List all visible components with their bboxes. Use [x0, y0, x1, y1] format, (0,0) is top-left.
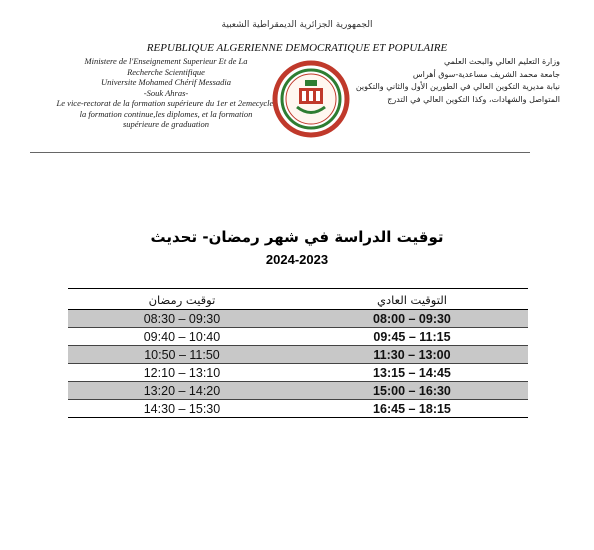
fr-line: la formation continue,les diplomes, et la formation — [79, 108, 253, 119]
ramadan-time-cell: 13:20 – 14:20 — [68, 382, 296, 400]
fr-line: Universite Mohamed Chérif Messadia — [100, 77, 232, 87]
table-row — [68, 364, 528, 382]
french-institution-block — [46, 56, 286, 130]
ramadan-time-cell: 09:40 – 10:40 — [68, 328, 296, 346]
arabic-institution-block — [350, 56, 560, 106]
table-row — [68, 346, 528, 364]
column-header-normal: التوقيت العادي — [377, 293, 447, 307]
table-row — [68, 328, 528, 346]
normal-time-cell: 09:45 – 11:15 — [296, 328, 528, 346]
document-title: توقيت الدراسة في شهر رمضان- تحديث — [150, 228, 444, 246]
university-logo — [272, 60, 350, 138]
republic-french: REPUBLIQUE ALGERIENNE DEMOCRATIQUE ET POPULAIRE — [146, 42, 448, 54]
column-header-ramadan: توقيت رمضان — [148, 293, 216, 307]
ar-line: جامعة محمد الشريف مساعدية-سوق أهراس — [412, 69, 560, 79]
header-divider — [30, 152, 530, 153]
table-row — [68, 310, 528, 328]
fr-line: Recherche Scientifique — [127, 66, 205, 77]
normal-time-cell: 08:00 – 09:30 — [296, 310, 528, 328]
fr-line: Ministere de l'Enseignement Superieur Et de La — [84, 56, 248, 66]
table-row — [68, 382, 528, 400]
normal-time-cell: 11:30 – 13:00 — [296, 346, 528, 364]
table-header-row — [68, 289, 528, 310]
republic-arabic: الجمهورية الجزائرية الديمقراطية الشعبية — [221, 20, 373, 30]
fr-line: Le vice-rectorat de la formation supérieure du 1er et 2emecycle, — [56, 98, 276, 108]
table-row — [68, 400, 528, 418]
academic-year: 2024-2023 — [265, 252, 329, 267]
ramadan-time-cell: 08:30 – 09:30 — [68, 310, 296, 328]
ar-line: نيابة مديرية التكوين العالي في الطورين الأول والثاني والتكوين — [355, 82, 560, 91]
fr-line: supérieure de graduation — [122, 119, 210, 129]
ar-line: المتواصل والشهادات، وكذا التكوين العالي في التدرج — [387, 94, 560, 104]
normal-time-cell: 13:15 – 14:45 — [296, 364, 528, 382]
normal-time-cell: 15:00 – 16:30 — [296, 382, 528, 400]
ramadan-time-cell: 14:30 – 15:30 — [68, 400, 296, 418]
schedule-table — [68, 288, 528, 418]
ramadan-time-cell: 12:10 – 13:10 — [68, 364, 296, 382]
ramadan-time-cell: 10:50 – 11:50 — [68, 346, 296, 364]
fr-line: -Souk Ahras- — [143, 87, 189, 98]
ar-line: وزارة التعليم العالي والبحث العلمي — [444, 57, 560, 66]
normal-time-cell: 16:45 – 18:15 — [296, 400, 528, 418]
